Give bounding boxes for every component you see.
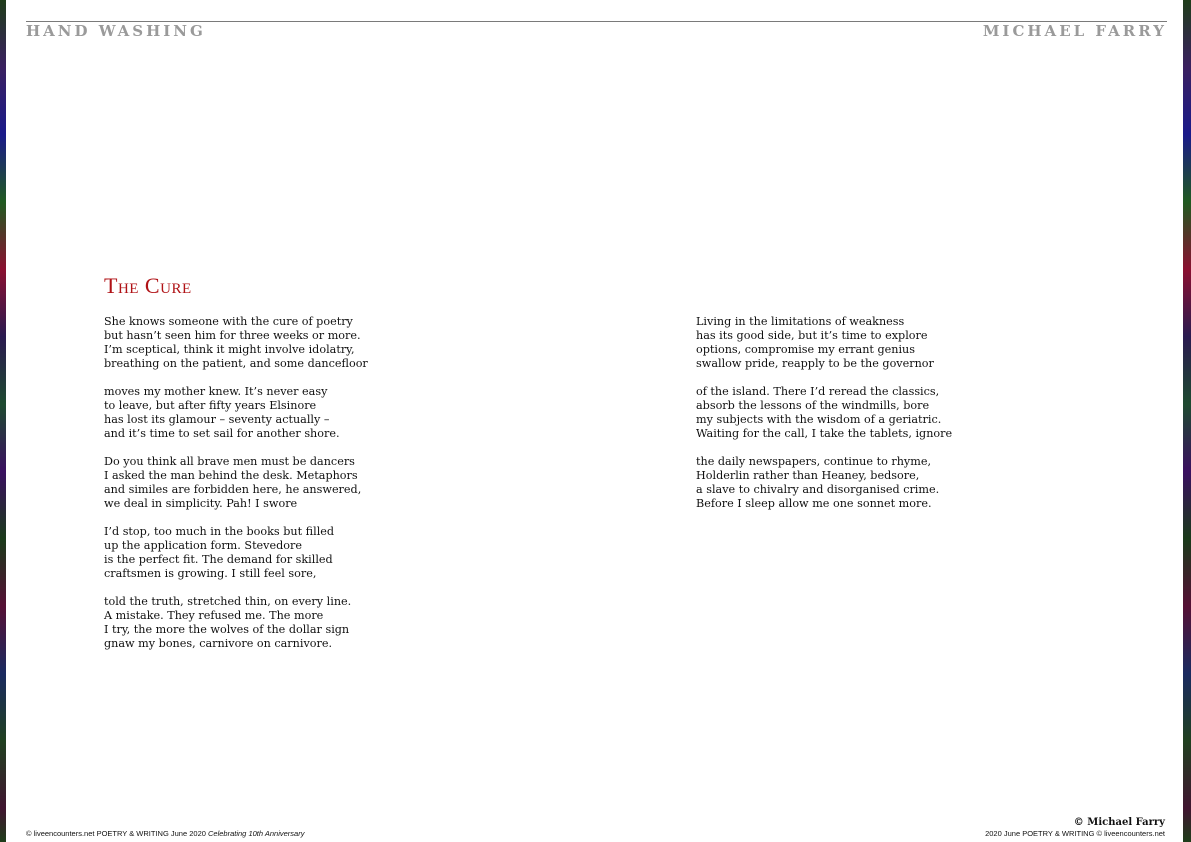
poem-stanza <box>104 385 368 441</box>
poem-line: has lost its glamour – seventy actually – <box>104 413 330 426</box>
header-author-name: MICHAEL FARRY <box>982 22 1167 40</box>
poem-line: gnaw my bones, carnivore on carnivore. <box>104 637 333 650</box>
poem-stanza <box>104 595 368 651</box>
poem-line: I asked the man behind the desk. Metaphors <box>104 469 358 482</box>
poem-line: craftsmen is growing. I still feel sore, <box>104 567 317 580</box>
poem-line: of the island. There I’d reread the classics, <box>696 385 940 398</box>
footer-left-text: © liveencounters.net POETRY & WRITING June 2020 <box>26 829 208 838</box>
poem-line: I’m sceptical, think it might involve idolatry, <box>104 343 355 356</box>
poem-line: absorb the lessons of the windmills, bore <box>696 399 930 412</box>
poem-line: told the truth, stretched thin, on every line. <box>104 595 352 608</box>
poem-column-left <box>104 315 368 665</box>
poem-line: up the application form. Stevedore <box>104 539 302 552</box>
footer-publication-right: 2020 June POETRY & WRITING © liveencounters.net <box>985 829 1165 838</box>
footer-publication-left <box>26 829 304 838</box>
poem-line: the daily newspapers, continue to rhyme, <box>696 455 932 468</box>
poem-stanza <box>104 525 368 581</box>
poem-line: and it’s time to set sail for another shore. <box>104 427 340 440</box>
poem-column-right <box>696 315 952 525</box>
poem-stanza <box>104 315 368 371</box>
poem-line: swallow pride, reapply to be the governor <box>696 357 934 370</box>
footer-anniversary-text: Celebrating 10th Anniversary <box>208 829 305 838</box>
poem-line: breathing on the patient, and some dancefloor <box>104 357 368 370</box>
poem-line: Holderlin rather than Heaney, bedsore, <box>696 469 920 482</box>
poem-line: my subjects with the wisdom of a geriatric. <box>696 413 942 426</box>
poem-line: She knows someone with the cure of poetry <box>104 315 353 328</box>
poem-line: moves my mother knew. It’s never easy <box>104 385 328 398</box>
header-section-title: HAND WASHING <box>26 22 206 40</box>
page <box>6 0 1183 842</box>
poem-line: I’d stop, too much in the books but filled <box>104 525 335 538</box>
poem-line: to leave, but after fifty years Elsinore <box>104 399 317 412</box>
poem-line: options, compromise my errant genius <box>696 343 915 356</box>
poem-stanza <box>696 455 952 511</box>
footer-copyright-author: © Michael Farry <box>1073 817 1165 828</box>
poem-line: Waiting for the call, I take the tablets, ignore <box>696 427 953 440</box>
poem-line: I try, the more the wolves of the dollar sign <box>104 623 350 636</box>
poem-line: but hasn’t seen him for three weeks or more. <box>104 329 361 342</box>
poem-line: we deal in simplicity. Pah! I swore <box>104 497 298 510</box>
poem-stanza <box>696 385 952 441</box>
poem-line: A mistake. They refused me. The more <box>104 609 324 622</box>
poem-line: is the perfect fit. The demand for skilled <box>104 553 333 566</box>
poem-line: a slave to chivalry and disorganised crime. <box>696 483 940 496</box>
poem-line: Living in the limitations of weakness <box>696 315 905 328</box>
poem-line: and similes are forbidden here, he answered, <box>104 483 362 496</box>
footer-right <box>985 816 1165 839</box>
poem-line: Do you think all brave men must be dancers <box>104 455 355 468</box>
poem-line: Before I sleep allow me one sonnet more. <box>696 497 932 510</box>
poem-title: The Cure <box>104 273 192 298</box>
poem-stanza <box>104 455 368 511</box>
poem-line: has its good side, but it’s time to explore <box>696 329 928 342</box>
poem-stanza <box>696 315 952 371</box>
